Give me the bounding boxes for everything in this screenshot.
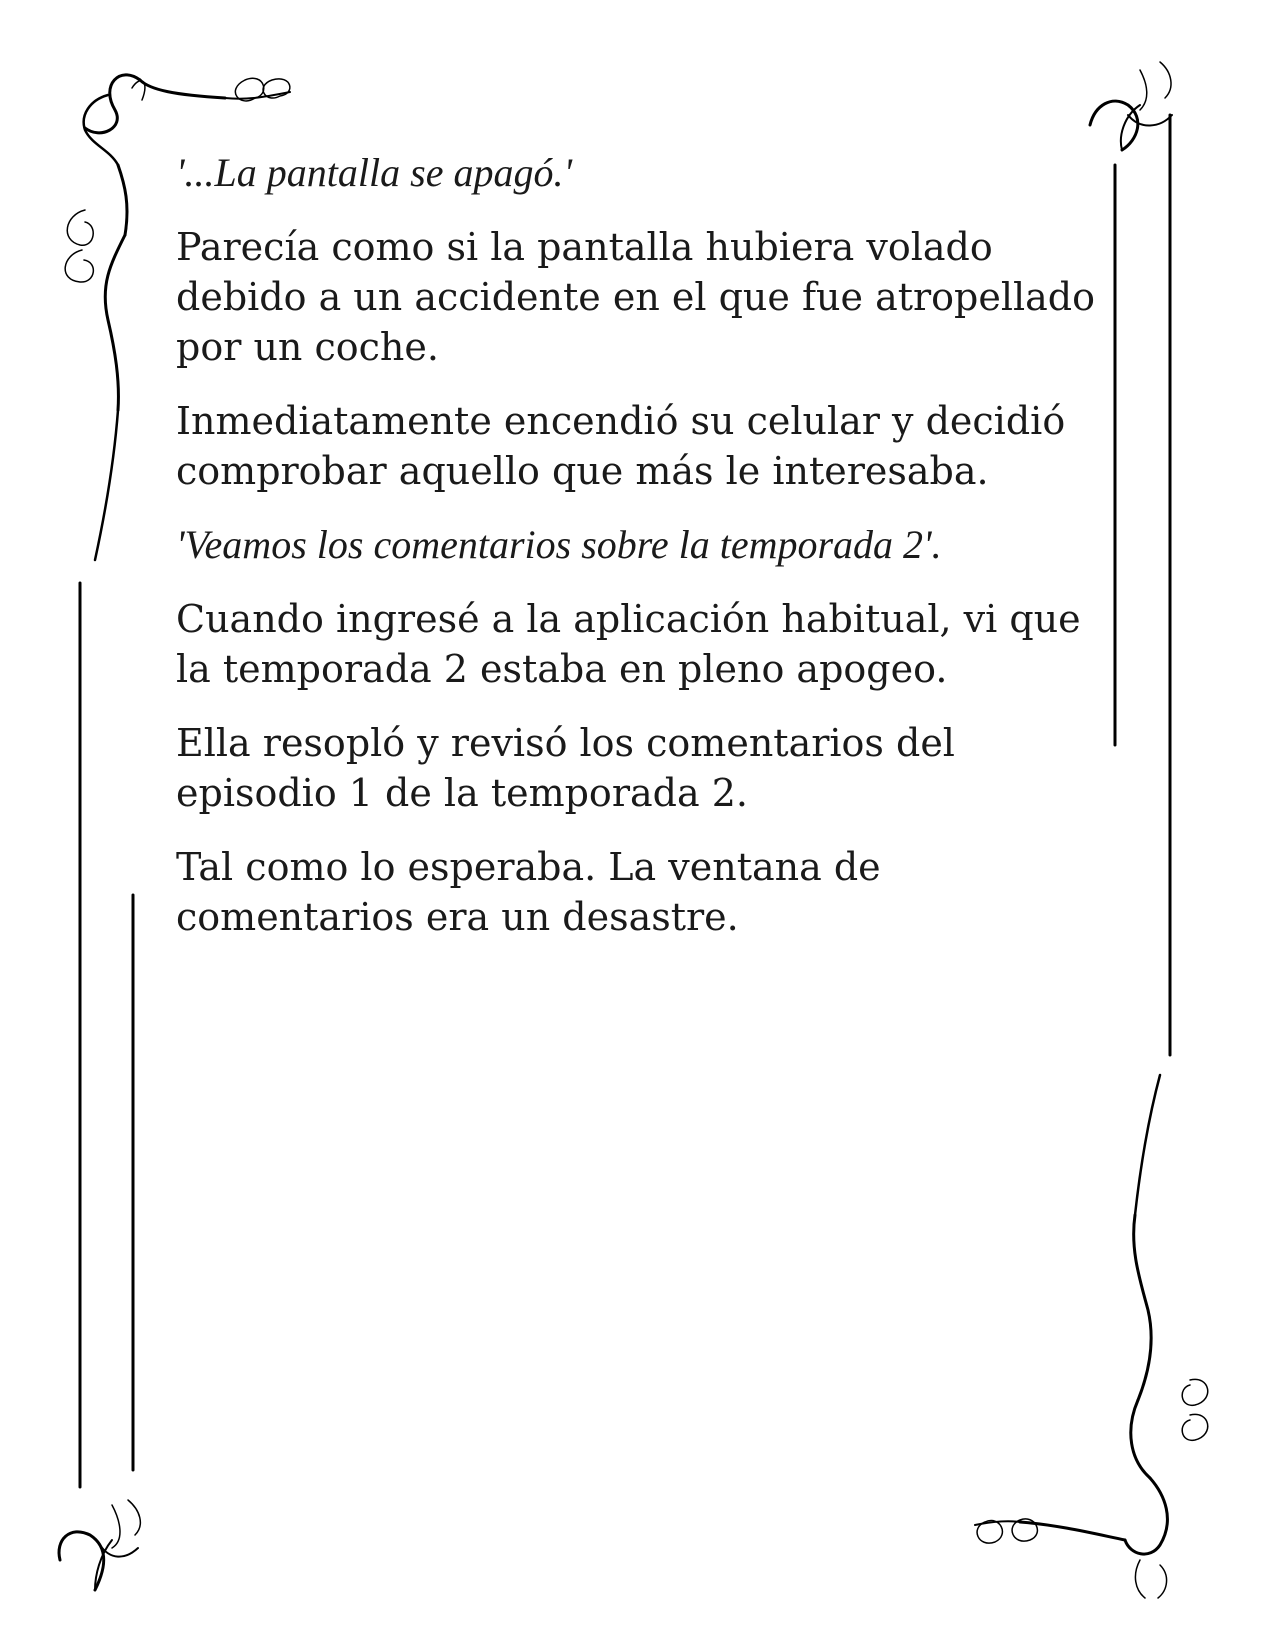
paragraph-thought-comments: 'Veamos los comentarios sobre la temporada 2'. bbox=[176, 522, 942, 567]
top-right-flourish-icon bbox=[1090, 62, 1172, 150]
paragraph-checked-comments: Ella resopló y revisó los comentarios del episodio 1 de la temporada 2. bbox=[176, 721, 955, 815]
paragraph-opened-app: Cuando ingresé a la aplicación habitual, vi que la temporada 2 estaba en pleno apogeo. bbox=[176, 597, 1081, 691]
story-text bbox=[176, 148, 1096, 966]
bottom-right-flourish-icon bbox=[975, 1075, 1208, 1598]
paragraph-screen-accident: Parecía como si la pantalla hubiera volado debido a un accidente en el que fue atropellado por un coche. bbox=[176, 225, 1096, 369]
paragraph-turned-on-phone: Inmediatamente encendió su celular y decidió comprobar aquello que más le interesaba. bbox=[176, 399, 1066, 493]
paragraph-thought-screen-off: '...La pantalla se apagó.' bbox=[176, 150, 573, 195]
bottom-left-flourish-icon bbox=[59, 1500, 140, 1590]
paragraph-comments-disaster: Tal como lo esperaba. La ventana de comentarios era un desastre. bbox=[176, 845, 881, 939]
